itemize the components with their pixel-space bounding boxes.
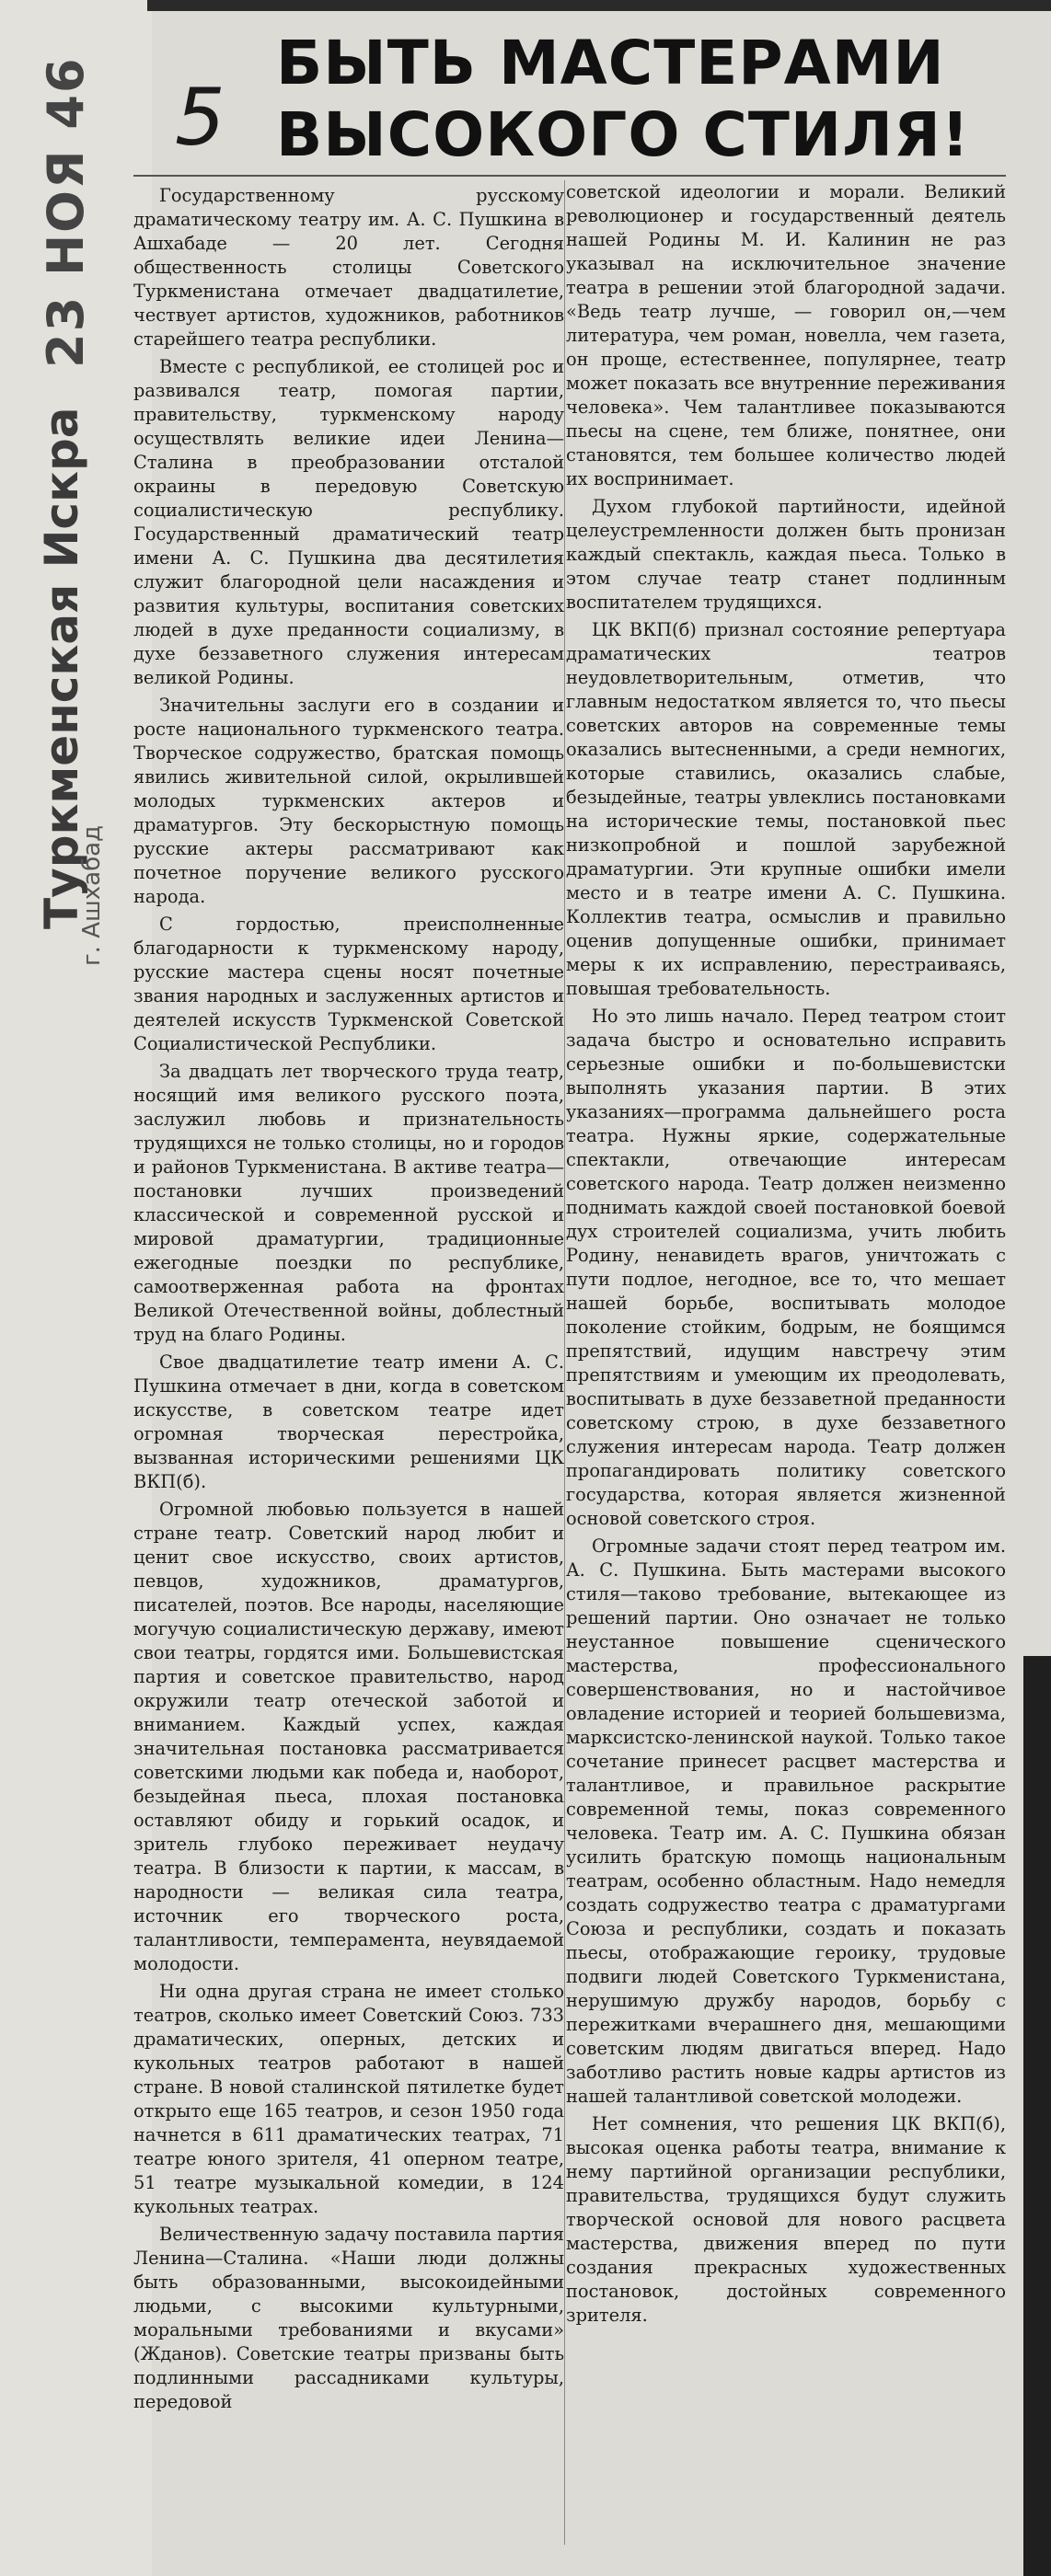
paragraph: Свое двадцатилетие театр имени А. С. Пушкина отмечает в дни, когда в советском искусстве, в советском театре идет огромная творческая перестройка, вызванная историческими решениями ЦК ВКП(б). xyxy=(133,1351,564,1492)
column-divider xyxy=(564,180,565,2545)
paragraph: советской идеологии и морали. Великий революционер и государственный деятель нашей Родины М. И. Калинин не раз указывал на исключительное значение театра в решении этой благородной задачи. «Ведь театр лучше, — говорил он,—чем литература, чем роман, новелла, чем газета, он проще, естественнее, популярнее, театр может показать все внутренние переживания человека». Чем талантливее показываются пьесы на сцене, тем ближе, понятнее, они становятся, тем большее количество людей их воспринимает. xyxy=(566,181,1006,489)
paragraph: Нет сомнения, что решения ЦК ВКП(б), высокая оценка работы театра, внимание к нему партийной организации республики, правительства, трудящихся будут служить творческой основой для нового расцвета мастерства, движения вперед по пути создания прекрасных художественных постановок, достойных современного зрителя. xyxy=(566,2113,1006,2326)
date-stamp: 23 НОЯ 46 xyxy=(37,56,95,368)
paragraph: Значительны заслуги его в создании и росте национального туркменского театра. Творческое содружество, братская помощь явились живительной силой, окрылившей молодых туркменских актеров и драматургов. Эту бескорыстную помощь русские актеры рассматривают как почетное поручение великого русского народа. xyxy=(133,695,564,907)
paragraph: Но это лишь начало. Перед театром стоит задача быстро и основательно исправить серьезные ошибки и по-большевистски выполнять указания партии. В этих указаниях—программа дальнейшего роста театра. Нужны яркие, содержательные спектакли, отвечающие интересам советского народа. Театр должен неизменно поднимать каждой своей постановкой боевой дух строителей социализма, учить любить Родину, ненавидеть врагов, уничтожать с пути подлое, негодное, все то, что мешает нашей борьбе, воспитывать молодое поколение стойким, бодрым, не боящимся препятствий, идущим навстречу этим препятствиям и умеющим их преодолевать, воспитывать в духе беззаветной преданности советскому строю, в духе беззаветного служения интересам народа. Театр должен пропагандировать политику советского государства, которая является жизненной основой советского строя. xyxy=(566,1006,1006,1529)
article-column-1 xyxy=(133,184,564,2418)
article-headline xyxy=(276,28,970,171)
paragraph: С гордостью, преисполненные благодарности к туркменскому народу, русские мастера сцены носят почетные звания народных и заслуженных артистов и деятелей искусств Туркменской Советской Социалистической Республики. xyxy=(133,914,564,1054)
scan-top-edge xyxy=(147,0,1051,11)
paragraph: За двадцать лет творческого труда театр, носящий имя великого русского поэта, заслужил любовь и признательность трудящихся не только столицы, но и городов и районов Туркменистана. В активе театра—постановки лучших произведений классической и современной русской и мировой драматургии, традиционные ежегодные поездки по республике, самоотверженная работа на фронтах Великой Отечественной войны, доблестный труд на благо Родины. xyxy=(133,1061,564,1345)
paragraph: Ни одна другая страна не имеет столько театров, сколько имеет Советский Союз. 733 драматических, оперных, детских и кукольных театров работают в нашей стране. В новой сталинской пятилетке будет открыто еще 165 театров, и сезон 1950 года начнется в 611 драматических театрах, 71 театре юного зрителя, 41 оперном театре, 51 театре музыкальной комедии, в 124 кукольных театрах. xyxy=(133,1981,564,2217)
headline-line-1: БЫТЬ МАСТЕРАМИ xyxy=(276,28,945,98)
headline-line-2: ВЫСОКОГО СТИЛЯ! xyxy=(276,99,970,170)
clipping-margin xyxy=(0,0,152,2576)
article-column-2 xyxy=(566,180,1006,2331)
paragraph: Вместе с республикой, ее столицей рос и развивался театр, помогая партии, правительству, туркменскому народу осуществлять великие идеи Ленина—Сталина в преобразовании отсталой окраины в передовую Советскую социалистическую республику. Государственный драматический театр имени А. С. Пушкина два десятилетия служит благородной цели насаждения и развития культуры, воспитания советских людей в духе преданности социализму, в духе беззаветного служения интересам великой Родины. xyxy=(133,356,564,688)
newspaper-city-stamp: г. Ашхабад xyxy=(78,824,106,966)
handwritten-number: 5 xyxy=(175,72,225,164)
paragraph: Величественную задачу поставила партия Ленина—Сталина. «Наши люди должны быть образованными, высокоидейными людьми, с высокими культурными, моральными требованиями и вкусами» (Жданов). Советские театры призваны быть подлинными рассадниками культуры, передовой xyxy=(133,2224,564,2412)
paragraph: Огромные задачи стоят перед театром им. А. С. Пушкина. Быть мастерами высокого стиля—таково требование, вытекающее из решений партии. Оно означает не только неустанное повышение сценического мастерства, профессионального совершенствования, но и настойчивое овладение историей и теорией большевизма, марксистско-ленинской наукой. Только такое сочетание принесет расцвет мастерства и талантливое, и правильное раскрытие современной темы, показ современного человека. Театр им. А. С. Пушкина обязан усилить братскую помощь национальным театрам, особенно областным. Надо немедля создать содружество театра с драматургами Союза и республики, создать и показать пьесы, отображающие героику, трудовые подвиги людей Советского Туркменистана, нерушимую дружбу народов, борьбу с пережитками вчерашнего дня, мешающими советским людям двигаться вперед. Надо заботливо растить новые кадры артистов из нашей талантливой советской молодежи. xyxy=(566,1535,1006,2107)
scan-right-edge xyxy=(1023,1656,1051,2576)
paragraph: Огромной любовью пользуется в нашей стране театр. Советский народ любит и ценит свое искусство, своих артистов, певцов, художников, драматургов, писателей, поэтов. Все народы, населяющие могучую социалистическую державу, имеют свои театры, гордятся ими. Большевистская партия и советское правительство, народ окружили театр отеческой заботой и вниманием. Каждый успех, каждая значительная постановка рассматривается советскими людьми как победа и, наоборот, безыдейная пьеса, плохая постановка оставляют обиду и горький осадок, и зритель глубоко переживает неудачу театра. В близости к партии, к массам, в народности — великая сила театра, источник его творческого роста, талантливости, темперамента, неувядаемой молодости. xyxy=(133,1499,564,1974)
newspaper-name-stamp: Туркменская Искра xyxy=(35,407,88,929)
paragraph: Государственному русскому драматическому театру им. А. С. Пушкина в Ашхабаде — 20 лет. Сегодня общественность столицы Советского Туркменистана отмечает двадцатилетие, чествует артистов, художников, работников старейшего театра республики. xyxy=(133,185,564,350)
headline-rule xyxy=(133,175,1006,177)
paragraph: ЦК ВКП(б) признал состояние репертуара драматических театров неудовлетворительным, отметив, что главным недостатком является то, что пьесы советских авторов на современные темы оказались вытесненными, а среди немногих, которые ставились, оказались слабые, безыдейные, театры увлеклись постановками на исторические темы, постановкой пьес низкопробной и пошлой зарубежной драматургии. Эти крупные ошибки имели место и в театре имени А. С. Пушкина. Коллектив театра, осмыслив и правильно оценив допущенные ошибки, принимает меры к их исправлению, перестраиваясь, повышая требовательность. xyxy=(566,619,1006,999)
paragraph: Духом глубокой партийности, идейной целеустремленности должен быть пронизан каждый спектакль, каждая пьеса. Только в этом случае театр станет подлинным воспитателем трудящихся. xyxy=(566,496,1006,613)
